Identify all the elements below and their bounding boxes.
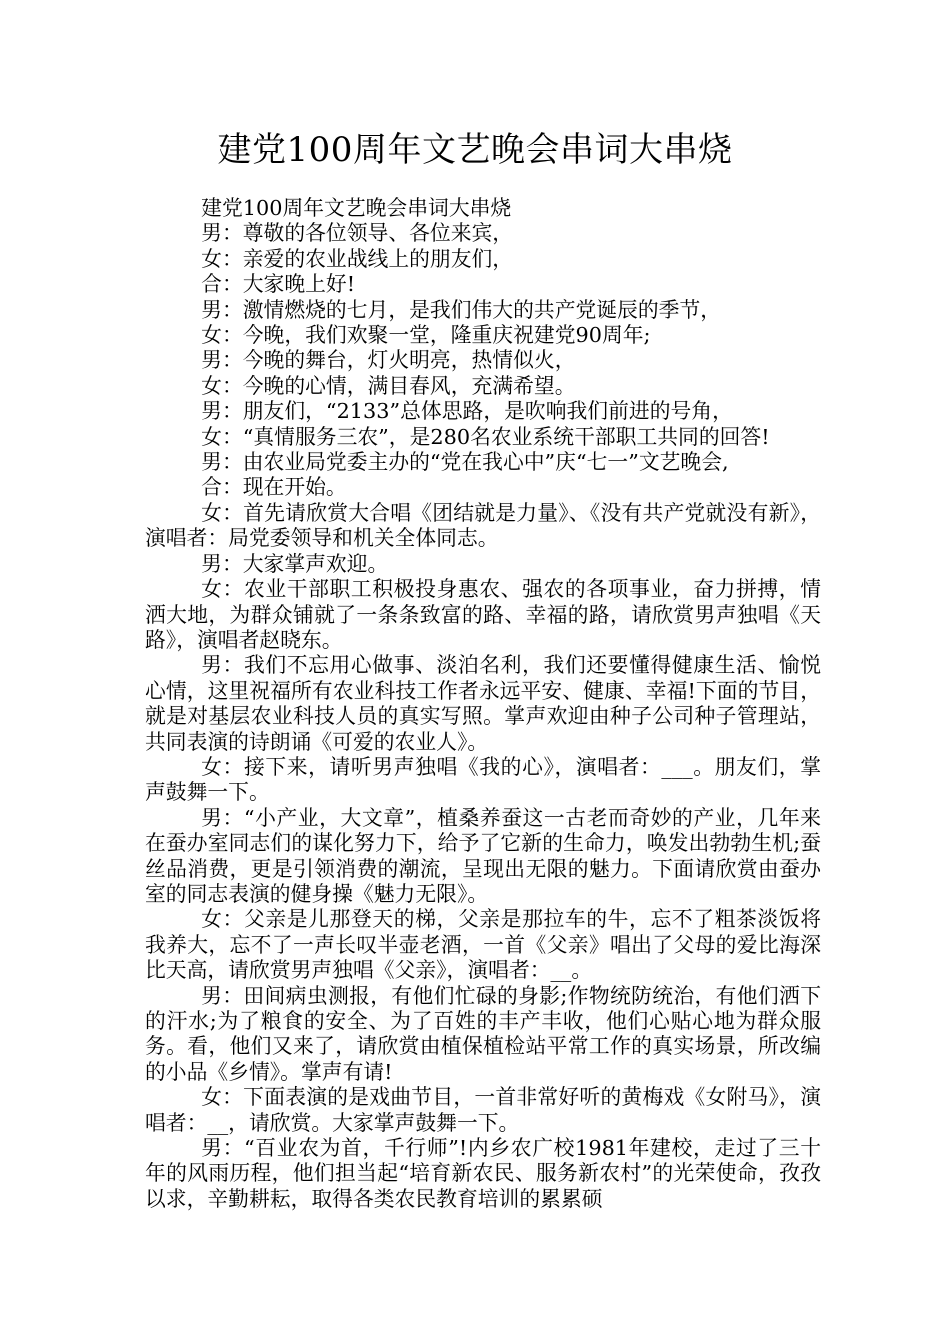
paragraph: 女：农业干部职工积极投身惠农、强农的各项事业，奋力拼搏，情洒大地，为群众铺就了一条条致富的路、幸福的路，请欣赏男声独唱《天路》，演唱者赵晓东。	[145, 577, 821, 652]
paragraph: 男：“百业农为首，千行师”!内乡农广校1981年建校，走过了三十年的风雨历程，他们担当起“培育新农民、服务新农村”的光荣使命，孜孜以求，辛勤耕耘，取得各类农民教育培训的累累硕	[145, 1136, 821, 1211]
paragraph: 男：“小产业，大文章”，植桑养蚕这一古老而奇妙的产业，几年来在蚕办室同志们的谋化努力下，给予了它新的生命力，唤发出勃勃生机;蚕丝品消费，更是引领消费的潮流，呈现出无限的魅力。下面请欣赏由蚕办室的同志表演的健身操《魅力无限》。	[145, 805, 821, 906]
paragraph: 女：今晚的心情，满目春风，充满希望。	[201, 373, 576, 398]
paragraph: 女：“真情服务三农”，是280名农业系统干部职工共同的回答!	[201, 424, 770, 449]
paragraph: 男：尊敬的各位领导、各位来宾，	[201, 221, 514, 246]
paragraph: 合：现在开始。	[201, 475, 347, 500]
paragraph: 男：大家掌声欢迎。	[201, 551, 389, 576]
paragraph: 女：亲爱的农业战线上的朋友们，	[201, 246, 514, 271]
paragraph: 女：下面表演的是戏曲节目，一首非常好听的黄梅戏《女附马》，演唱者：__，请欣赏。大家掌声鼓舞一下。	[145, 1085, 821, 1135]
document-title: 建党100周年文艺晚会串词大串烧	[217, 130, 733, 170]
paragraph: 女：父亲是儿那登天的梯，父亲是那拉车的牛，忘不了粗茶淡饭将我养大，忘不了一声长叹半壶老酒，一首《父亲》唱出了父母的爱比海深比天高，请欣赏男声独唱《父亲》，演唱者：__。	[145, 907, 821, 983]
paragraph: 男：由农业局党委主办的“党在我心中”庆“七一”文艺晚会,	[201, 450, 729, 475]
paragraph: 建党100周年文艺晚会串词大串烧	[201, 196, 512, 220]
paragraph: 男：田间病虫测报，有他们忙碌的身影;作物统防统治，有他们洒下的汗水;为了粮食的安全、为了百姓的丰产丰收，他们心贴心地为群众服务。看，他们又来了，请欣赏由植保植检站平常工作的真实场景，所改编的小品《乡情》。掌声有请!	[145, 983, 821, 1084]
paragraph: 男：我们不忘用心做事、淡泊名利，我们还要懂得健康生活、愉悦心情，这里祝福所有农业科技工作者永远平安、健康、幸福!下面的节目，就是对基层农业科技人员的真实写照。掌声欢迎由种子公司种子管理站，共同表演的诗朗诵《可爱的农业人》。	[145, 653, 821, 754]
paragraph: 女：接下来，请听男声独唱《我的心》，演唱者：___。朋友们，掌声鼓舞一下。	[145, 754, 821, 805]
paragraph: 男：朋友们，“2133”总体思路，是吹响我们前进的号角，	[201, 399, 733, 424]
paragraph: 男：今晚的舞台，灯火明亮，热情似火，	[201, 348, 576, 373]
document-body	[145, 196, 821, 1212]
paragraph: 男：激情燃烧的七月，是我们伟大的共产党诞辰的季节，	[201, 297, 722, 322]
paragraph: 合：大家晚上好!	[201, 272, 356, 297]
paragraph: 女：今晚，我们欢聚一堂，隆重庆祝建党90周年;	[201, 323, 651, 348]
paragraph: 女：首先请欣赏大合唱《团结就是力量》、《没有共产党就没有新》，演唱者：局党委领导和机关全体同志。	[145, 500, 821, 551]
